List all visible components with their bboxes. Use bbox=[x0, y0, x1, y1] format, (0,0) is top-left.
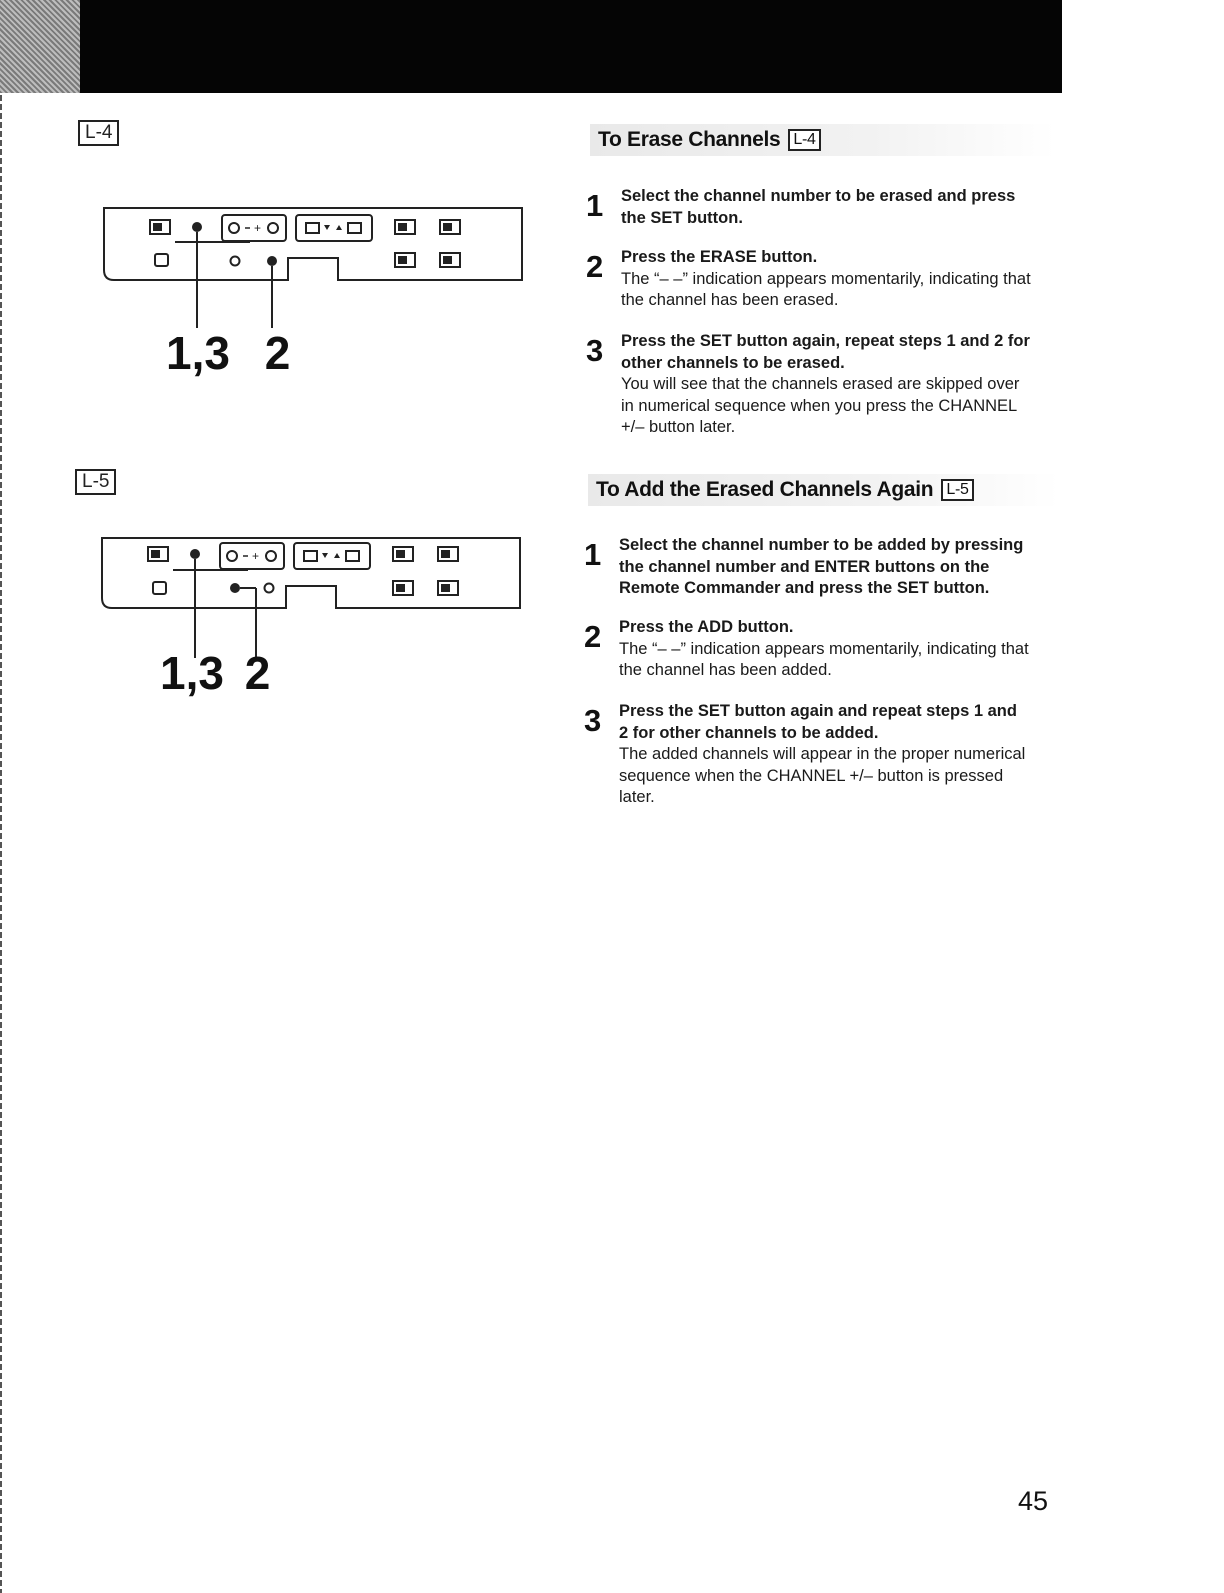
section-title: To Add the Erased Channels Again bbox=[596, 478, 934, 501]
step-instruction: Press the SET button again and repeat steps 1 and 2 for other channels to be added. bbox=[619, 702, 1017, 742]
callout-steps-1-3: 1,3 bbox=[160, 647, 224, 699]
add-step-1 bbox=[584, 535, 1029, 600]
step-instruction: Select the channel number to be erased and press the SET button. bbox=[621, 187, 1016, 227]
callout-step-2: 2 bbox=[244, 647, 271, 699]
step-description: You will see that the channels erased are skipped over in numerical sequence when you press the CHANNEL +/– button later. bbox=[621, 375, 1020, 436]
section-heading-erase bbox=[590, 124, 1056, 156]
step-number: 1 bbox=[584, 537, 602, 572]
figure-tag-l5: L-5 bbox=[75, 469, 116, 495]
figure-ref-l4: L-4 bbox=[788, 129, 820, 151]
page-binding-edge bbox=[0, 95, 2, 1593]
callout-step-2: 2 bbox=[264, 327, 291, 379]
step-instruction: Press the ERASE button. bbox=[621, 248, 818, 266]
add-button-dot bbox=[230, 583, 240, 593]
step-instruction: Press the SET button again, repeat steps 1 and 2 for other channels to be erased. bbox=[621, 332, 1030, 372]
figure-tag-l4: L-4 bbox=[78, 120, 119, 146]
step-number: 2 bbox=[586, 249, 604, 284]
callout-steps-1-3: 1,3 bbox=[166, 327, 230, 379]
erase-step-2 bbox=[586, 247, 1031, 312]
step-instruction: Select the channel number to be added by pressing the channel number and ENTER buttons on the Remote Commander and press the SET button. bbox=[619, 536, 1024, 597]
set-button-dot bbox=[192, 222, 202, 232]
page-number: 45 bbox=[1018, 1486, 1049, 1516]
header-band bbox=[0, 0, 1062, 93]
step-description: The “– –” indication appears momentarily, indicating that the channel has been erased. bbox=[621, 269, 1031, 309]
figure-ref-l5: L-5 bbox=[941, 479, 973, 501]
erase-step-3 bbox=[586, 331, 1031, 439]
step-description: The added channels will appear in the proper numerical sequence when the CHANNEL +/– button is pressed later. bbox=[619, 745, 1026, 806]
step-number: 3 bbox=[584, 703, 602, 738]
step-instruction: Press the ADD button. bbox=[619, 618, 794, 636]
step-number: 3 bbox=[586, 333, 604, 368]
erase-step-1 bbox=[586, 186, 1031, 229]
set-button-dot bbox=[190, 549, 200, 559]
callout-labels-l5 bbox=[160, 646, 270, 700]
step-number: 1 bbox=[586, 188, 604, 223]
svg-text:+: + bbox=[254, 221, 262, 235]
svg-text:+: + bbox=[252, 549, 260, 563]
step-description: The “– –” indication appears momentarily, indicating that the channel has been added. bbox=[619, 639, 1029, 679]
add-step-3 bbox=[584, 701, 1029, 809]
callout-labels-l4 bbox=[166, 326, 290, 380]
control-panel-diagram-l4 bbox=[100, 200, 530, 340]
step-number: 2 bbox=[584, 619, 602, 654]
panel-button bbox=[155, 254, 168, 266]
section-heading-add bbox=[588, 474, 1059, 506]
add-step-2 bbox=[584, 617, 1029, 682]
erase-button-dot bbox=[267, 256, 277, 266]
section-title: To Erase Channels bbox=[598, 128, 781, 151]
header-texture bbox=[0, 0, 80, 93]
